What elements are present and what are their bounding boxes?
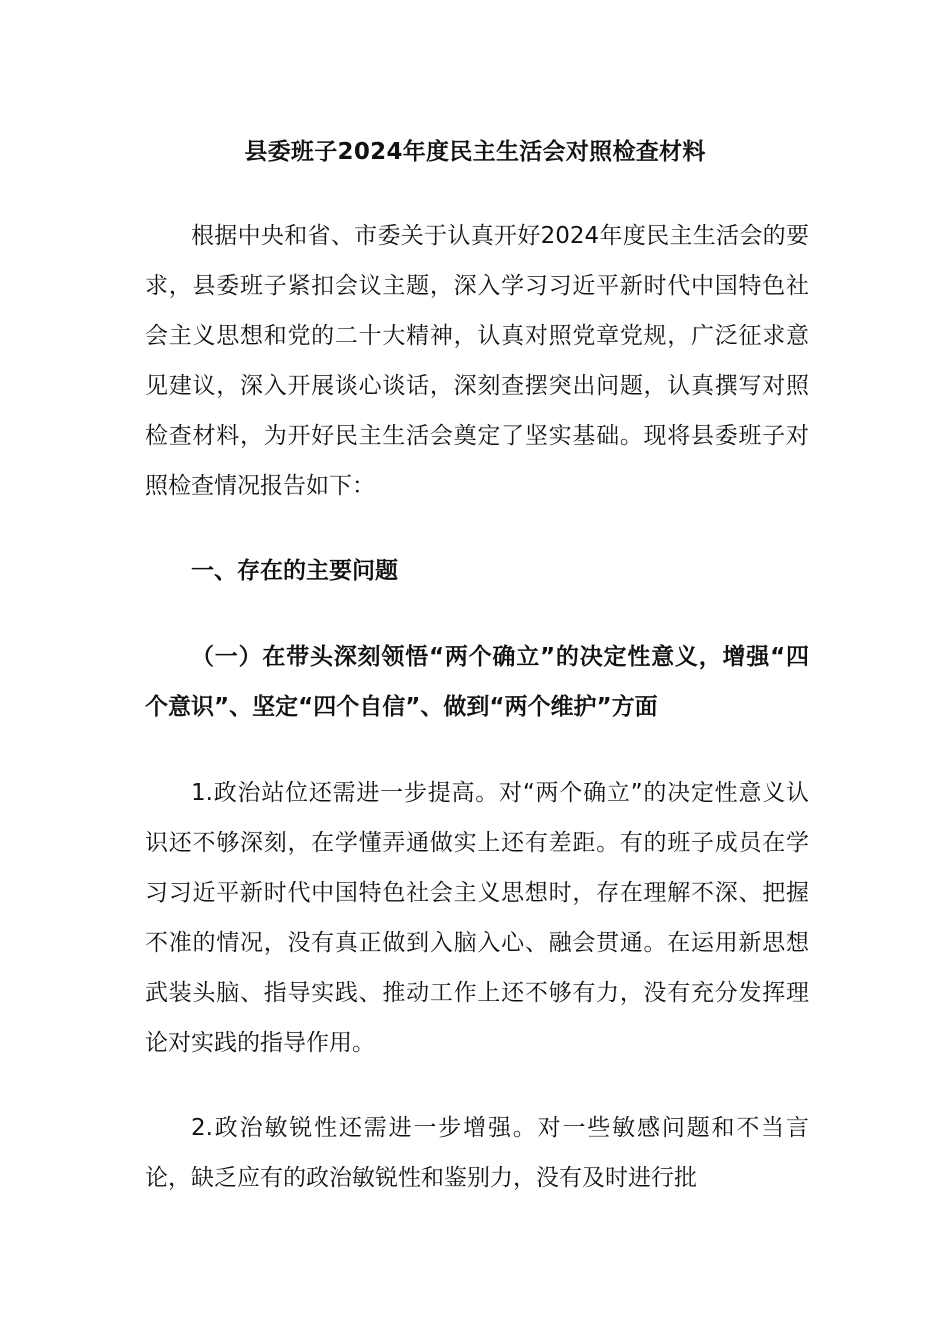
problem-item-2: 2.政治敏锐性还需进一步增强。对一些敏感问题和不当言论，缺乏应有的政治敏锐性和鉴别力，没有及时进行批	[145, 1115, 809, 1191]
intro-paragraph: 根据中央和省、市委关于认真开好2024年度民主生活会的要求，县委班子紧扣会议主题，深入学习习近平新时代中国特色社会主义思想和党的二十大精神，认真对照党章党规，广泛征求意见建议，深入开展谈心谈话，深刻查摆突出问题，认真撰写对照检查材料，为开好民主生活会奠定了坚实基础。现将县委班子对照检查情况报告如下：	[145, 223, 809, 499]
section-heading: 一、存在的主要问题	[191, 558, 398, 584]
problem-item-1: 1.政治站位还需进一步提高。对“两个确立”的决定性意义认识还不够深刻，在学懂弄通做实上还有差距。有的班子成员在学习习近平新时代中国特色社会主义思想时，存在理解不深、把握不准的情况，没有真正做到入脑入心、融会贯通。在运用新思想武装头脑、指导实践、推动工作上还不够有力，没有充分发挥理论对实践的指导作用。	[145, 780, 809, 1056]
document-title: 县委班子2024年度民主生活会对照检查材料	[244, 139, 706, 165]
subsection-heading: （一）在带头深刻领悟“两个确立”的决定性意义，增强“四个意识”、坚定“四个自信”、做到“两个维护”方面	[145, 644, 809, 720]
